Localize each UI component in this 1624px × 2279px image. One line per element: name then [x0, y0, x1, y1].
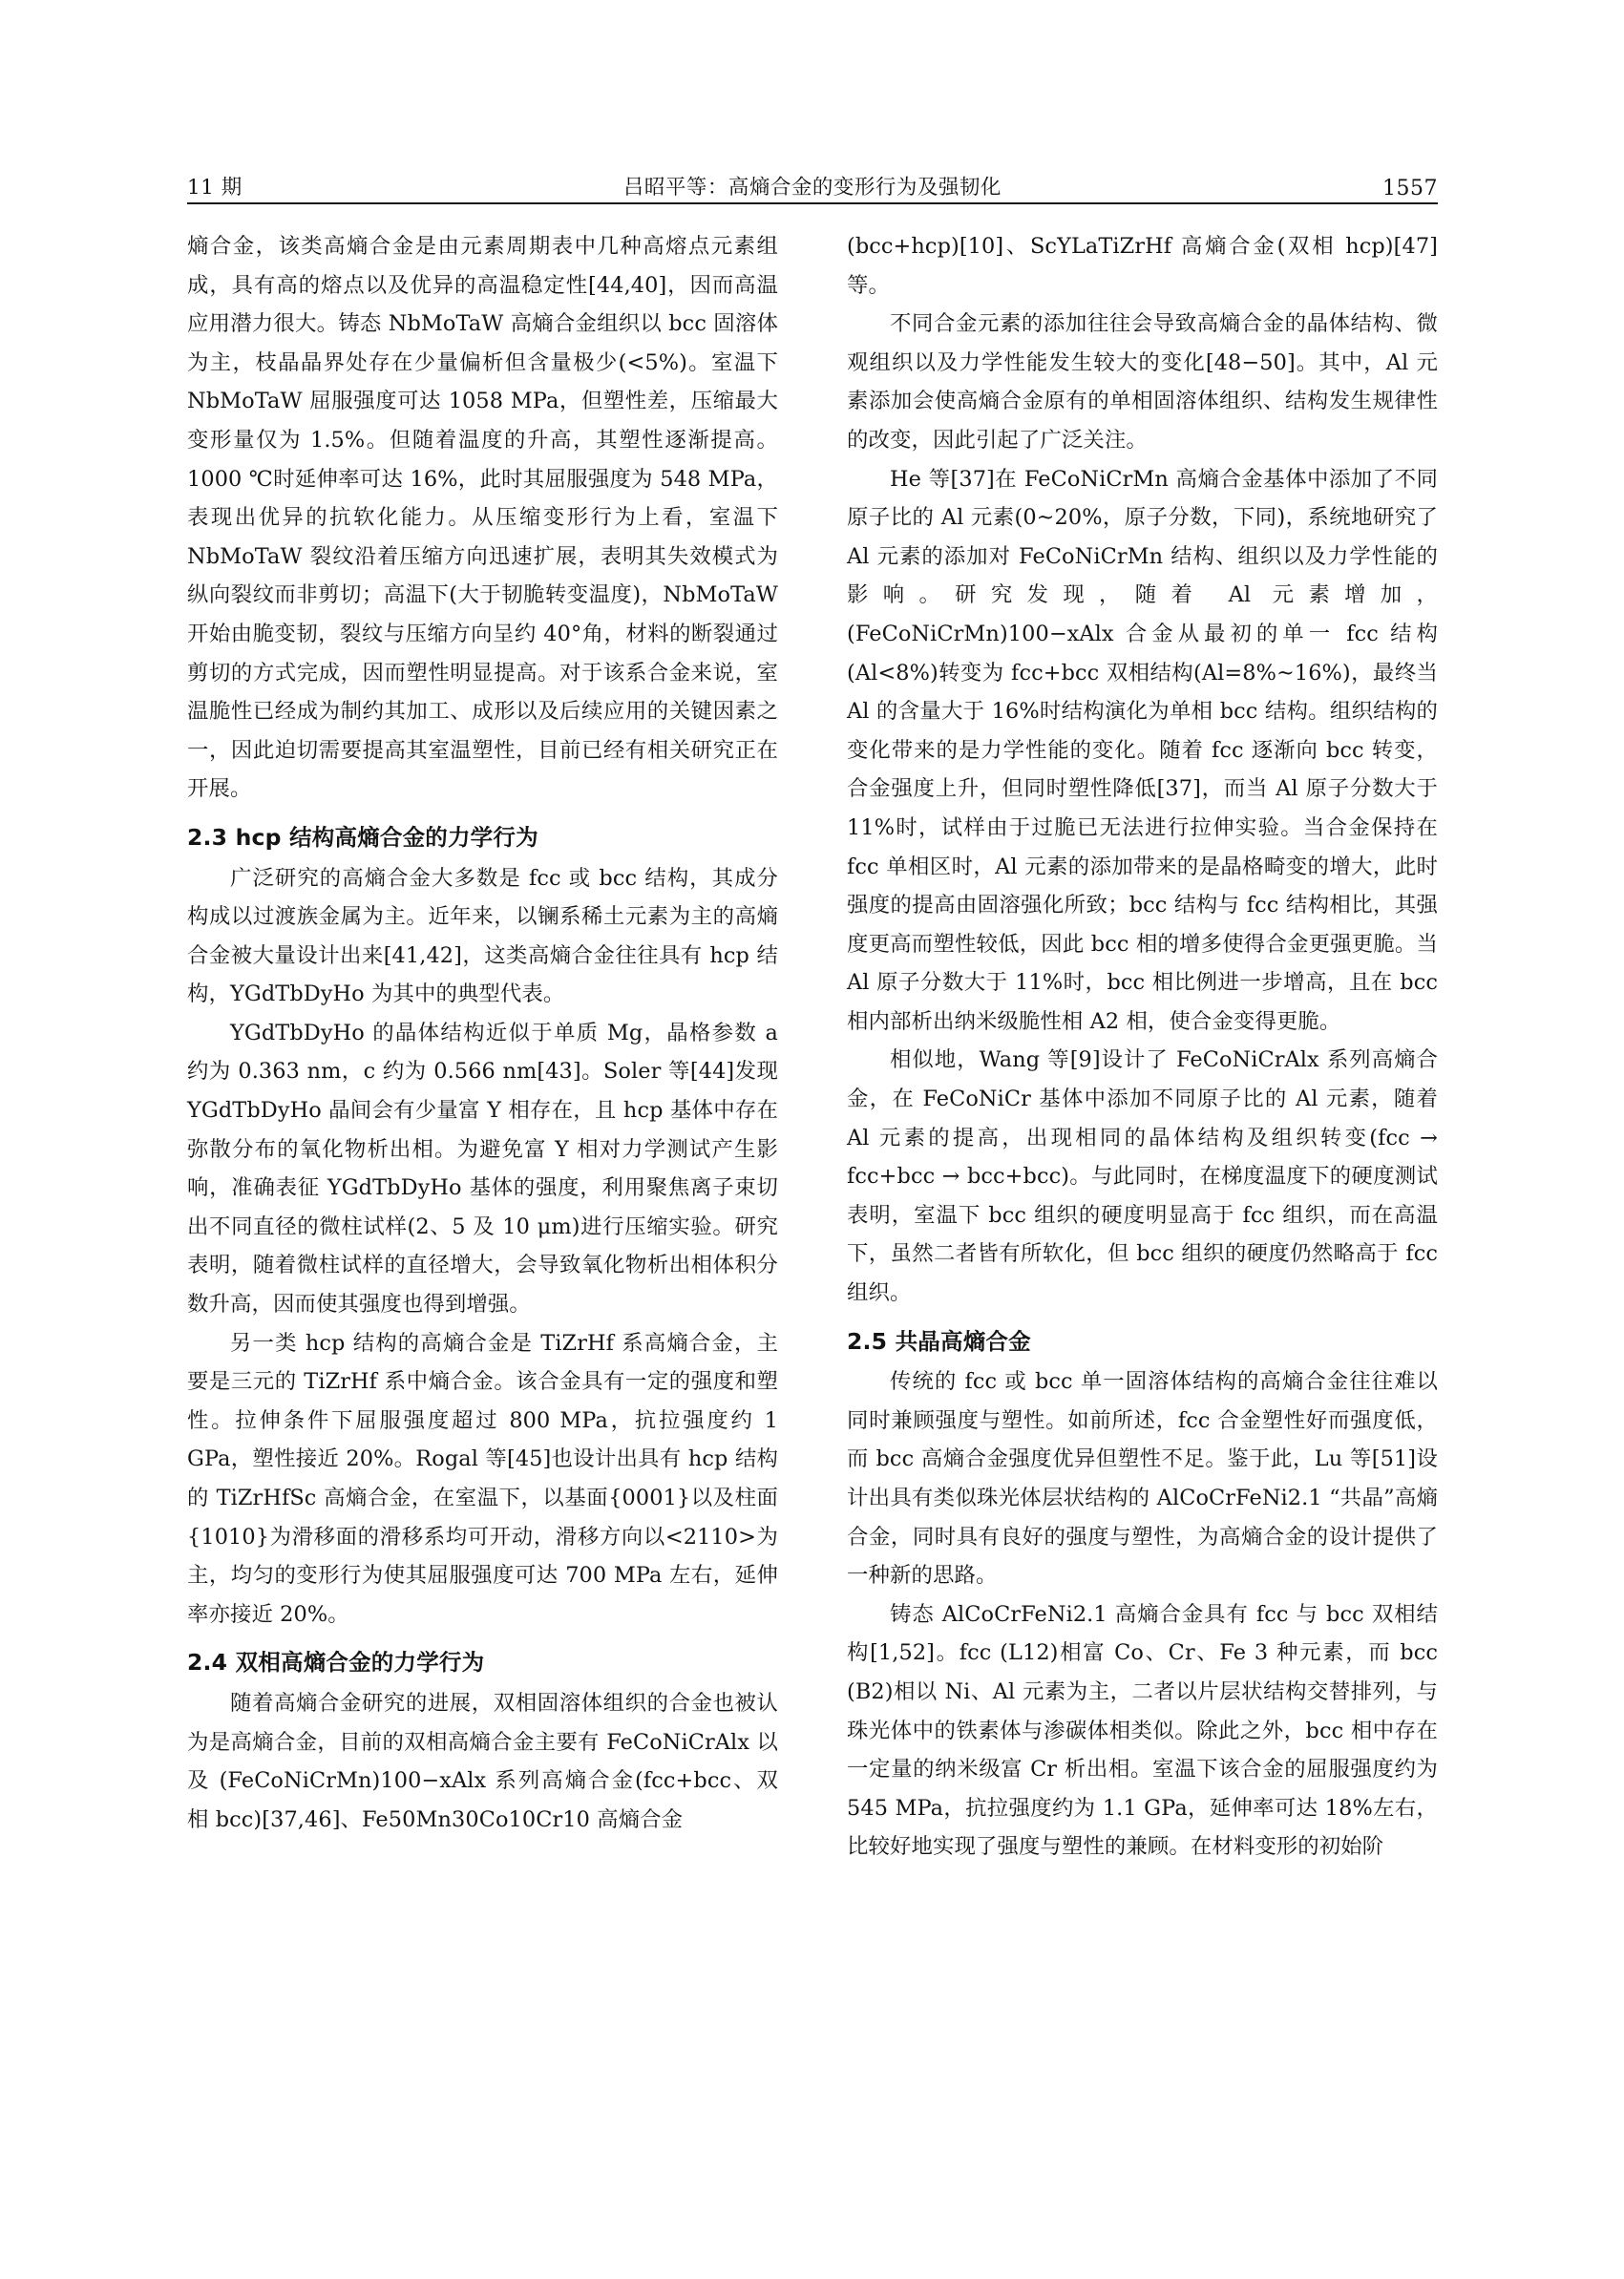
- paragraph-right-2: 不同合金元素的添加往往会导致高熵合金的晶体结构、微观组织以及力学性能发生较大的变化[48−50]。其中，Al 元素添加会使高熵合金原有的单相固溶体组织、结构发生规律性的改变，因此引起了广泛关注。: [847, 311, 1438, 453]
- left-column: [187, 227, 778, 1867]
- section-heading-2-4: 2.4 双相高熵合金的力学行为: [187, 1649, 485, 1677]
- paragraph-left-5: 随着高熵合金研究的进展，双相固溶体组织的合金也被认为是高熵合金，目前的双相高熵合金主要有 FeCoNiCrAlx 以及 (FeCoNiCrMn)100−xAlx 系列高熵合金(fcc+bcc、双相 bcc)[37,46]、Fe50Mn30Co10Cr10 高熵合金: [187, 1690, 778, 1832]
- paragraph-right-5: 传统的 fcc 或 bcc 单一固溶体结构的高熵合金往往难以同时兼顾强度与塑性。如前所述，fcc 合金塑性好而强度低，而 bcc 高熵合金强度优异但塑性不足。鉴于此，Lu 等[51]设计出具有类似珠光体层状结构的 AlCoCrFeNi2.1 “共晶”高熵合金，同时具有良好的强度与塑性，为高熵合金的设计提供了一种新的思路。: [847, 1369, 1438, 1589]
- paragraph-left-3: YGdTbDyHo 的晶体结构近似于单质 Mg，晶格参数 a 约为 0.363 nm，c 约为 0.566 nm[43]。Soler 等[44]发现 YGdTbDyHo 晶间会有少量富 Y 相存在，且 hcp 基体中存在弥散分布的氧化物析出相。为避免富 Y 相对力学测试产生影响，准确表征 YGdTbDyHo 基体的强度，利用聚焦离子束切出不同直径的微柱试样(2、5 及 10 μm)进行压缩实验。研究表明，随着微柱试样的直径增大，会导致氧化物析出相体积分数升高，因而使其强度也得到增强。: [187, 1020, 778, 1318]
- paragraph-left-1: 熵合金，该类高熵合金是由元素周期表中几种高熔点元素组成，具有高的熔点以及优异的高温稳定性[44,40]，因而高温应用潜力很大。铸态 NbMoTaW 高熵合金组织以 bcc 固溶体为主，枝晶晶界处存在少量偏析但含量极少(<5%)。室温下 NbMoTaW 屈服强度可达 1058 MPa，但塑性差，压缩最大变形量仅为 1.5%。但随着温度的升高，其塑性逐渐提高。1000 ℃时延伸率可达 16%，此时其屈服强度为 548 MPa，表现出优异的抗软化能力。从压缩变形行为上看，室温下 NbMoTaW 裂纹沿着压缩方向迅速扩展，表明其失效模式为纵向裂纹而非剪切；高温下(大于韧脆转变温度)，NbMoTaW 开始由脆变韧，裂纹与压缩方向呈约 40°角，材料的断裂通过剪切的方式完成，因而塑性明显提高。对于该系合金来说，室温脆性已经成为制约其加工、成形以及后续应用的关键因素之一，因此迫切需要提高其室温塑性，目前已经有相关研究正在开展。: [187, 234, 778, 802]
- paragraph-left-4: 另一类 hcp 结构的高熵合金是 TiZrHf 系高熵合金，主要是三元的 TiZrHf 系中熵合金。该合金具有一定的强度和塑性。拉伸条件下屈服强度超过 800 MPa，抗拉强度约 1 GPa，塑性接近 20%。Rogal 等[45]也设计出具有 hcp 结构的 TiZrHfSc 高熵合金，在室温下，以基面{0001}以及柱面{1010}为滑移面的滑移系均可开动，滑移方向以<2110>为主，均匀的变形行为使其屈服强度可达 700 MPa 左右，延伸率亦接近 20%。: [187, 1330, 778, 1627]
- section-heading-2-3: 2.3 hcp 结构高熵合金的力学行为: [187, 823, 538, 851]
- header-divider: [187, 202, 1438, 204]
- page-body: [187, 227, 1438, 1867]
- header-issue: 11 期: [187, 176, 243, 200]
- paragraph-left-2: 广泛研究的高熵合金大多数是 fcc 或 bcc 结构，其成分构成以过渡族金属为主。近年来，以镧系稀土元素为主的高熵合金被大量设计出来[41,42]，这类高熵合金往往具有 hcp 结构，YGdTbDyHo 为其中的典型代表。: [187, 865, 778, 1007]
- paragraph-right-1: (bcc+hcp)[10]、ScYLaTiZrHf 高熵合金(双相 hcp)[47]等。: [847, 234, 1438, 298]
- section-heading-2-5: 2.5 共晶高熵合金: [847, 1327, 1031, 1355]
- header-page-number: 1557: [1382, 177, 1438, 200]
- right-column: [847, 227, 1438, 1867]
- paragraph-right-3: He 等[37]在 FeCoNiCrMn 高熵合金基体中添加了不同原子比的 Al 元素(0~20%，原子分数，下同)，系统地研究了 Al 元素的添加对 FeCoNiCrMn 结构、组织以及力学性能的影响。研究发现，随着 Al 元素增加，(FeCoNiCrMn)100−xAlx 合金从最初的单一 fcc 结构(Al<8%)转变为 fcc+bcc 双相结构(Al=8%~16%)，最终当 Al 的含量大于 16%时结构演化为单相 bcc 结构。组织结构的变化带来的是力学性能的变化。随着 fcc 逐渐向 bcc 转变，合金强度上升，但同时塑性降低[37]，而当 Al 原子分数大于 11%时，试样由于过脆已无法进行拉伸实验。当合金保持在 fcc 单相区时，Al 元素的添加带来的是晶格畸变的增大，此时强度的提高由固溶强化所致；bcc 结构与 fcc 结构相比，其强度更高而塑性较低，因此 bcc 相的增多使得合金更强更脆。当 Al 原子分数大于 11%时，bcc 相比例进一步增高，且在 bcc 相内部析出纳米级脆性相 A2 相，使合金变得更脆。: [847, 466, 1438, 1034]
- header-running-title: 吕昭平等：高熵合金的变形行为及强韧化: [622, 176, 1002, 200]
- paragraph-right-6: 铸态 AlCoCrFeNi2.1 高熵合金具有 fcc 与 bcc 双相结构[1,52]。fcc (L12)相富 Co、Cr、Fe 3 种元素，而 bcc (B2)相以 Ni、Al 元素为主，二者以片层状结构交替排列，与珠光体中的铁素体与渗碳体相类似。除此之外，bcc 相中存在一定量的纳米级富 Cr 析出相。室温下该合金的屈服强度约为 545 MPa，抗拉强度约为 1.1 GPa，延伸率可达 18%左右，比较好地实现了强度与塑性的兼顾。在材料变形的初始阶: [847, 1601, 1438, 1860]
- paragraph-right-4: 相似地，Wang 等[9]设计了 FeCoNiCrAlx 系列高熵合金，在 FeCoNiCr 基体中添加不同原子比的 Al 元素，随着 Al 元素的提高，出现相同的晶体结构及组织转变(fcc → fcc+bcc → bcc+bcc)。与此同时，在梯度温度下的硬度测试表明，室温下 bcc 组织的硬度明显高于 fcc 组织，而在高温下，虽然二者皆有所软化，但 bcc 组织的硬度仍然略高于 fcc 组织。: [847, 1047, 1438, 1306]
- page-header: [187, 160, 1438, 200]
